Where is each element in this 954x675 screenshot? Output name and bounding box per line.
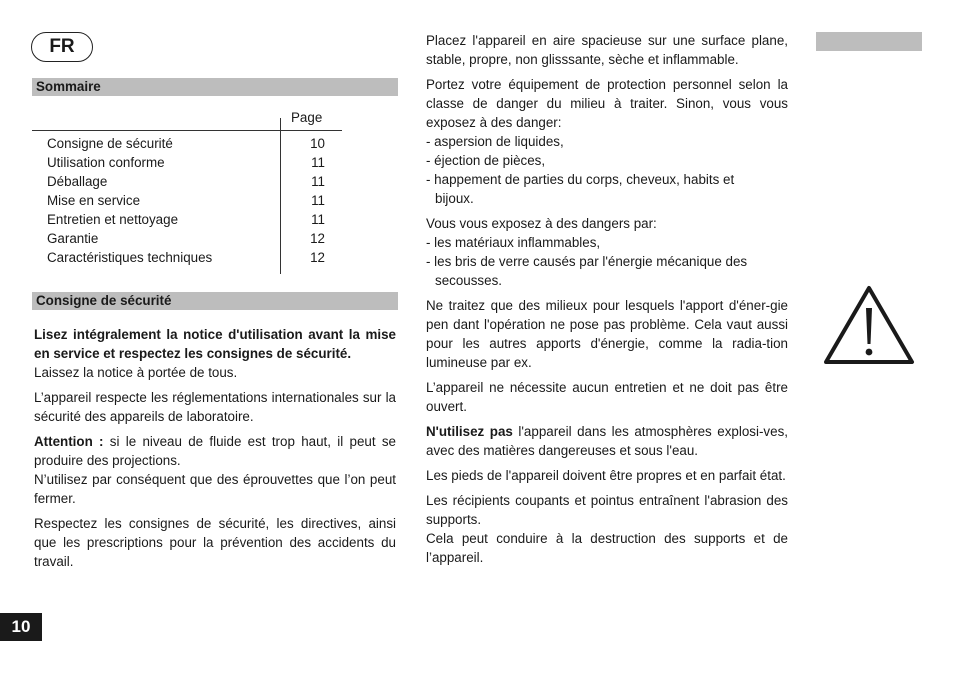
right-paragraph-2: Portez votre équipement de protection personnel selon la classe de danger du milieu à traiter. Sinon, vous vous exposez à des danger: (426, 77, 788, 130)
right-paragraph-7: Les pieds de l'appareil doivent être propres et en parfait état. (426, 468, 786, 483)
toc-page: 11 (311, 174, 325, 189)
toc-label: Entretien et nettoyage (47, 212, 179, 227)
safety-intro-line: Laissez la notice à portée de tous. (34, 365, 238, 380)
right-paragraph-6 (426, 422, 788, 460)
safety-paragraph-1: L’appareil respecte les réglementations internationales sur la sécurité des appareils de laboratoire. (34, 390, 396, 424)
language-badge: FR (31, 32, 93, 62)
hazard-list-item: - happement de parties du corps, cheveux, habits et (426, 172, 735, 187)
page-number: 10 (0, 613, 42, 641)
danger-list-item: - les matériaux inflammables, (426, 235, 601, 250)
attention-text: si le niveau de fluide est trop haut, il peut se produire des projections. (34, 434, 396, 468)
right-paragraph-3: Vous vous exposez à des dangers par: (426, 216, 657, 231)
toc-row (47, 172, 325, 191)
safety-section-title: Consigne de sécurité (32, 292, 398, 310)
right-paragraph-4: Ne traitez que des milieux pour lesquels l'apport d'éner-gie pen dant l'opération ne pose pas problème. Cela vaut aussi pour les autres apports d'énergie, comme la radia-tion lumineuse par ex. (426, 298, 788, 370)
table-of-contents (32, 108, 344, 274)
toc-row (47, 191, 325, 210)
toc-page: 11 (311, 155, 325, 170)
safety-paragraph-3: Respectez les consignes de sécurité, les directives, ainsi que les prescriptions pour la prévention des accidents du travail. (34, 516, 396, 569)
warning-text: l'appareil dans les atmosphères explosi-ves, avec des matières dangereuses et sous l'eau. (426, 424, 788, 458)
toc-divider (32, 130, 342, 131)
hazard-list-item: - éjection de pièces, (426, 153, 546, 168)
toc-label: Mise en service (47, 193, 141, 208)
safety-attention-paragraph (34, 432, 396, 470)
toc-row (47, 229, 325, 248)
right-paragraph-5: L’appareil ne nécessite aucun entretien et ne doit pas être ouvert. (426, 380, 788, 414)
toc-label: Caractéristiques techniques (47, 250, 213, 265)
right-paragraph-9: Cela peut conduire à la destruction des supports et de l’appareil. (426, 531, 788, 565)
toc-page: 12 (310, 250, 325, 265)
safety-intro-bold: Lisez intégralement la notice d'utilisation avant la mise en service et respectez les consignes de sécurité. (34, 327, 396, 361)
toc-page: 11 (311, 212, 325, 227)
hazard-list-item-cont: bijoux. (435, 191, 474, 206)
toc-page: 11 (311, 193, 325, 208)
toc-title: Sommaire (32, 78, 398, 96)
danger-list-item-cont: secousses. (435, 273, 502, 288)
safety-paragraph-2: N’utilisez par conséquent que des éprouvettes que l’on peut fermer. (34, 472, 396, 506)
warning-label: N'utilisez pas (426, 424, 513, 439)
toc-label: Utilisation conforme (47, 155, 165, 170)
toc-row (47, 134, 325, 153)
danger-list-item: - les bris de verre causés par l'énergie mécanique des (426, 254, 748, 269)
hazard-list-item: - aspersion de liquides, (426, 134, 564, 149)
toc-label: Déballage (47, 174, 108, 189)
toc-row (47, 248, 325, 267)
toc-row (47, 210, 325, 229)
right-paragraph-1: Placez l'appareil en aire spacieuse sur une surface plane, stable, propre, non glisssante, sèche et inflammable. (426, 33, 788, 67)
toc-page: 12 (310, 231, 325, 246)
right-column-text (426, 31, 788, 567)
left-column-text (34, 325, 396, 571)
toc-page: 10 (310, 136, 325, 151)
warning-triangle-icon (822, 284, 916, 366)
right-paragraph-8: Les récipients coupants et pointus entraînent l'abrasion des supports. (426, 493, 788, 527)
toc-row (47, 153, 325, 172)
toc-label: Consigne de sécurité (47, 136, 173, 151)
toc-page-header: Page (291, 110, 323, 125)
header-bar-right (816, 32, 922, 51)
attention-label: Attention : (34, 434, 104, 449)
toc-label: Garantie (47, 231, 99, 246)
